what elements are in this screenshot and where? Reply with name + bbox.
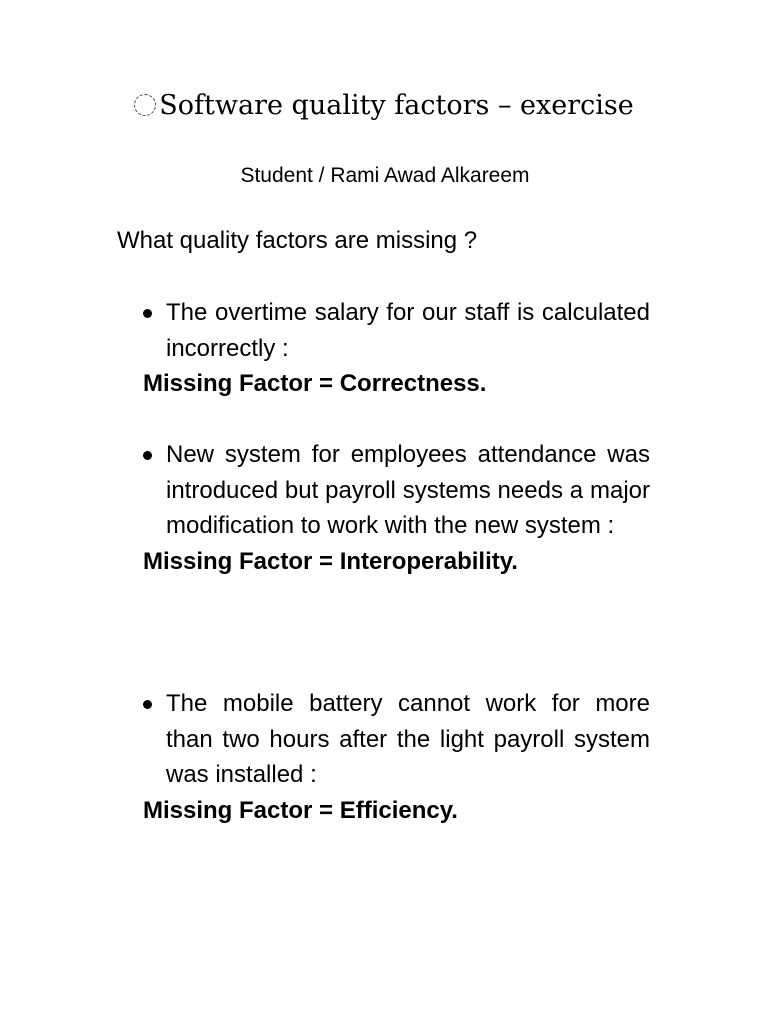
missing-factor-answer: Missing Factor = Efficiency. — [143, 796, 458, 824]
missing-factor-answer: Missing Factor = Correctness. — [143, 370, 487, 397]
list-item — [143, 686, 650, 828]
bullet-row — [143, 686, 650, 793]
bullet-icon — [143, 309, 152, 318]
bullet-icon — [143, 700, 152, 709]
placeholder-circle-icon — [134, 94, 156, 116]
document-title-line — [0, 88, 768, 124]
list-item — [143, 295, 650, 402]
item-text: The overtime salary for our staff is calculated incorrectly : — [166, 299, 650, 362]
question-heading: What quality factors are missing ? — [117, 227, 478, 254]
item-text: New system for employees attendance was introduced but payroll systems needs a major modification to work with the new system : — [166, 441, 650, 539]
bullet-row — [143, 295, 650, 366]
document-title: Software quality factors – exercise — [159, 90, 634, 121]
item-text: The mobile battery cannot work for more than two hours after the light payroll system was installed : — [166, 690, 650, 788]
bullet-icon — [143, 451, 152, 460]
missing-factor-answer: Missing Factor = Interoperability. — [143, 547, 518, 575]
list-item — [143, 437, 650, 579]
student-name: Student / Rami Awad Alkareem — [240, 164, 530, 187]
bullet-row — [143, 437, 650, 544]
